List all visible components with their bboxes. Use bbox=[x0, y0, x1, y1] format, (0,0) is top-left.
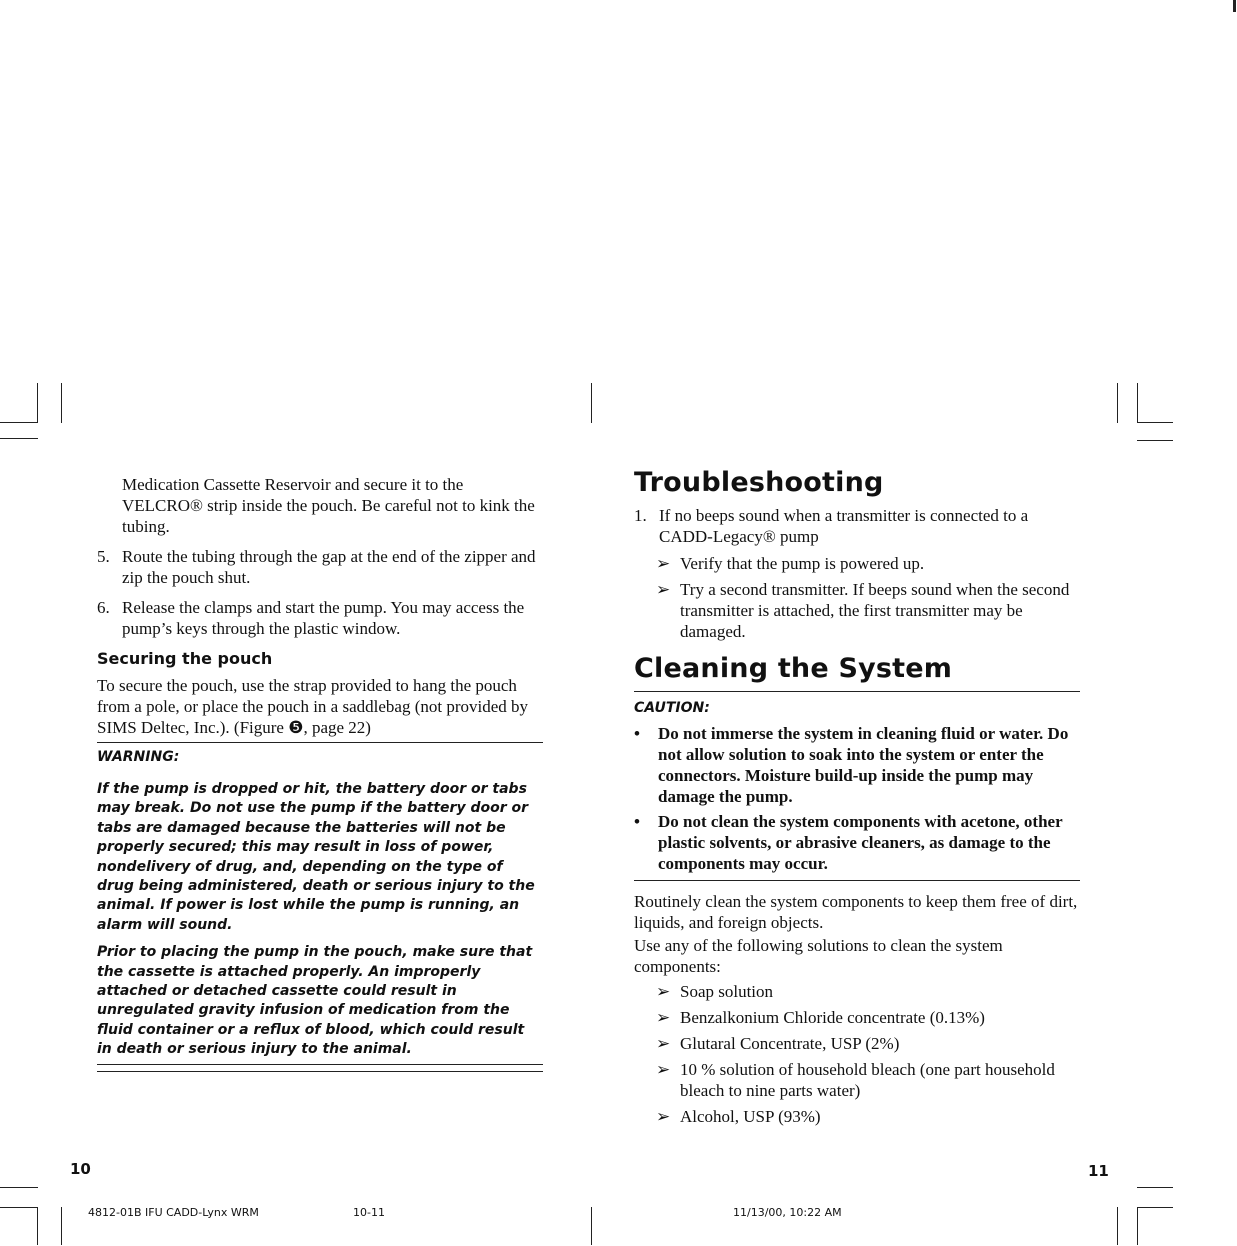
crop-mark bbox=[0, 438, 38, 439]
crop-mark bbox=[0, 422, 38, 423]
warning-box bbox=[97, 742, 543, 1065]
crop-mark bbox=[61, 383, 62, 423]
solution-text: Benzalkonium Chloride concentrate (0.13%) bbox=[680, 1008, 985, 1027]
intro-paragraph: Medication Cassette Reservoir and secure it to the VELCRO® strip inside the pouch. Be careful not to kink the tubing. bbox=[122, 475, 535, 536]
warning-text: If the pump is dropped or hit, the battery door or tabs may break. Do not use the pump if the battery door or tabs are damaged because the batteries will not be properly secured; this may result in loss of power, nondelivery of drug, and, depending on the type of drug being administered, death or serious injury to the animal. If power is lost while the pump is running, an alarm will sound. bbox=[97, 781, 535, 933]
arrow-bullet-icon: ➢ bbox=[656, 1034, 671, 1053]
list-item bbox=[97, 546, 547, 588]
solution-text: Soap solution bbox=[680, 982, 774, 1001]
list-text: Release the clamps and start the pump. You may access the pump’s keys through the plastic window. bbox=[122, 598, 525, 638]
caution-text: Do not immerse the system in cleaning fluid or water. Do not allow solution to soak into the system or enter the connectors. Moisture build-up inside the pump may damage the pump. bbox=[658, 724, 1069, 806]
list-number: 5. bbox=[97, 547, 110, 566]
solution-text: 10 % solution of household bleach (one part household bleach to nine parts water) bbox=[680, 1060, 1055, 1100]
crop-mark bbox=[1137, 440, 1173, 441]
page-number-right: 11 bbox=[1088, 1162, 1109, 1180]
dot-bullet-icon: • bbox=[634, 812, 640, 831]
crop-mark bbox=[591, 1207, 592, 1245]
cleaning-paragraph: Use any of the following solutions to clean the system components: bbox=[634, 936, 1003, 976]
securing-paragraph: To secure the pouch, use the strap provided to hang the pouch from a pole, or place the pouch in a saddlebag (not provided by SIMS Deltec, Inc.). (Figure ❺, page 22) bbox=[97, 676, 529, 737]
cleaning-title: Cleaning the System bbox=[634, 653, 953, 684]
caution-item bbox=[634, 723, 1080, 807]
crop-mark bbox=[61, 1207, 62, 1245]
arrow-bullet-icon: ➢ bbox=[656, 1060, 671, 1079]
divider bbox=[97, 1065, 543, 1072]
troubleshooting-title: Troubleshooting bbox=[634, 467, 884, 498]
crop-mark bbox=[1117, 383, 1118, 423]
solution-text: Glutaral Concentrate, USP (2%) bbox=[680, 1034, 900, 1053]
list-number: 1. bbox=[634, 506, 647, 525]
arrow-bullet-icon: ➢ bbox=[656, 1107, 671, 1126]
crop-mark bbox=[1137, 1187, 1173, 1188]
warning-title: WARNING: bbox=[97, 749, 180, 765]
dot-bullet-icon: • bbox=[634, 724, 640, 743]
crop-mark bbox=[37, 1207, 38, 1245]
page-number-left: 10 bbox=[70, 1160, 91, 1178]
solution-text: Alcohol, USP (93%) bbox=[680, 1107, 821, 1126]
footer-timestamp: 11/13/00, 10:22 AM bbox=[733, 1206, 842, 1219]
crop-mark bbox=[1137, 1207, 1138, 1245]
section-heading: Securing the pouch bbox=[97, 649, 273, 668]
bullet-text: Verify that the pump is powered up. bbox=[680, 554, 925, 573]
bullet-text: Try a second transmitter. If beeps sound when the second transmitter is attached, the first transmitter may be damaged. bbox=[680, 580, 1070, 641]
bullet-item bbox=[634, 553, 1084, 574]
right-page-column bbox=[634, 467, 1084, 1132]
crop-mark bbox=[1137, 383, 1138, 423]
caution-box bbox=[634, 691, 1080, 881]
solution-item bbox=[634, 1106, 1084, 1127]
solution-item bbox=[634, 1033, 1084, 1054]
solution-item bbox=[634, 1059, 1084, 1101]
arrow-bullet-icon: ➢ bbox=[656, 554, 671, 573]
list-item bbox=[97, 597, 547, 639]
crop-mark bbox=[0, 1187, 38, 1188]
solution-item bbox=[634, 981, 1084, 1002]
caution-item bbox=[634, 811, 1080, 874]
caution-text: Do not clean the system components with acetone, other plastic solvents, or abrasive cleaners, as damage to the components may occur. bbox=[658, 812, 1063, 873]
arrow-bullet-icon: ➢ bbox=[656, 982, 671, 1001]
crop-mark bbox=[1117, 1207, 1118, 1245]
list-text: Route the tubing through the gap at the end of the zipper and zip the pouch shut. bbox=[122, 547, 536, 587]
list-text: If no beeps sound when a transmitter is connected to a CADD-Legacy® pump bbox=[659, 506, 1029, 546]
warning-text: Prior to placing the pump in the pouch, make sure that the cassette is attached properly. An improperly attached or detached cassette could result in unregulated gravity infusion of medication from the fluid container or a reflux of blood, which could result in death or serious injury to the animal. bbox=[97, 944, 533, 1058]
caution-title: CAUTION: bbox=[634, 700, 710, 716]
crop-mark bbox=[37, 383, 38, 423]
cleaning-paragraph: Routinely clean the system components to keep them free of dirt, liquids, and foreign objects. bbox=[634, 892, 1078, 932]
crop-mark bbox=[0, 1207, 38, 1208]
crop-mark bbox=[1137, 1207, 1173, 1208]
list-item bbox=[634, 505, 1084, 547]
arrow-bullet-icon: ➢ bbox=[656, 1008, 671, 1027]
list-number: 6. bbox=[97, 598, 110, 617]
footer-pages: 10-11 bbox=[353, 1206, 385, 1219]
solution-item bbox=[634, 1007, 1084, 1028]
crop-mark bbox=[1137, 422, 1173, 423]
footer-doc-id: 4812-01B IFU CADD-Lynx WRM bbox=[88, 1206, 259, 1219]
crop-mark bbox=[591, 383, 592, 423]
crop-mark bbox=[1233, 0, 1236, 12]
left-page-column bbox=[97, 474, 547, 1072]
arrow-bullet-icon: ➢ bbox=[656, 580, 671, 599]
bullet-item bbox=[634, 579, 1084, 642]
